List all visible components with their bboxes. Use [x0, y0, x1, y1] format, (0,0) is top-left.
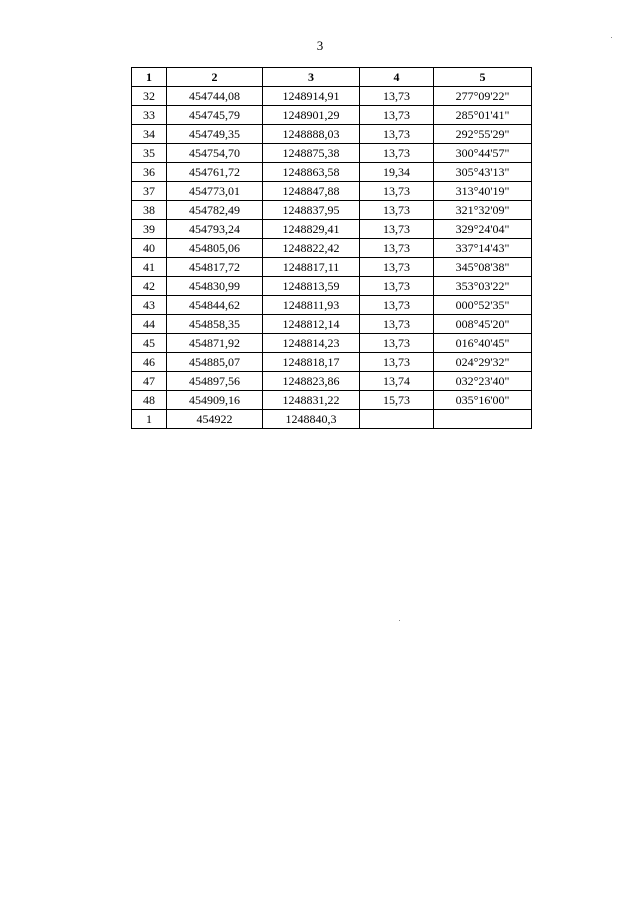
distance-cell: 13,73 — [360, 125, 434, 144]
point-number-cell: 47 — [132, 372, 167, 391]
table-row — [132, 315, 532, 334]
y-coordinate-cell: 1248875,38 — [263, 144, 360, 163]
y-coordinate-cell: 1248840,3 — [263, 410, 360, 429]
distance-cell: 19,34 — [360, 163, 434, 182]
bearing-cell: 016°40'45" — [434, 334, 532, 353]
table-row — [132, 87, 532, 106]
table-row — [132, 372, 532, 391]
distance-cell: 13,73 — [360, 106, 434, 125]
point-number-cell: 35 — [132, 144, 167, 163]
point-number-cell: 32 — [132, 87, 167, 106]
y-coordinate-cell: 1248817,11 — [263, 258, 360, 277]
distance-cell: 13,73 — [360, 353, 434, 372]
bearing-cell — [434, 410, 532, 429]
y-coordinate-cell: 1248823,86 — [263, 372, 360, 391]
bearing-cell: 285°01'41" — [434, 106, 532, 125]
y-coordinate-cell: 1248814,23 — [263, 334, 360, 353]
y-coordinate-cell: 1248888,03 — [263, 125, 360, 144]
y-coordinate-cell: 1248863,58 — [263, 163, 360, 182]
table-row — [132, 391, 532, 410]
distance-cell: 13,73 — [360, 277, 434, 296]
header-col-1: 1 — [132, 68, 167, 87]
y-coordinate-cell: 1248818,17 — [263, 353, 360, 372]
x-coordinate-cell: 454773,01 — [167, 182, 263, 201]
x-coordinate-cell: 454844,62 — [167, 296, 263, 315]
point-number-cell: 33 — [132, 106, 167, 125]
y-coordinate-cell: 1248914,91 — [263, 87, 360, 106]
bearing-cell: 300°44'57" — [434, 144, 532, 163]
bearing-cell: 032°23'40" — [434, 372, 532, 391]
y-coordinate-cell: 1248831,22 — [263, 391, 360, 410]
table-row — [132, 258, 532, 277]
y-coordinate-cell: 1248829,41 — [263, 220, 360, 239]
distance-cell: 13,73 — [360, 182, 434, 201]
x-coordinate-cell: 454754,70 — [167, 144, 263, 163]
x-coordinate-cell: 454745,79 — [167, 106, 263, 125]
bearing-cell: 277°09'22" — [434, 87, 532, 106]
bearing-cell: 353°03'22" — [434, 277, 532, 296]
y-coordinate-cell: 1248847,88 — [263, 182, 360, 201]
point-number-cell: 39 — [132, 220, 167, 239]
table-row — [132, 296, 532, 315]
table-row — [132, 106, 532, 125]
point-number-cell: 1 — [132, 410, 167, 429]
distance-cell: 13,73 — [360, 334, 434, 353]
bearing-cell: 024°29'32" — [434, 353, 532, 372]
x-coordinate-cell: 454858,35 — [167, 315, 263, 334]
table-row — [132, 201, 532, 220]
distance-cell: 13,73 — [360, 296, 434, 315]
distance-cell: 13,73 — [360, 87, 434, 106]
point-number-cell: 45 — [132, 334, 167, 353]
y-coordinate-cell: 1248822,42 — [263, 239, 360, 258]
x-coordinate-cell: 454793,24 — [167, 220, 263, 239]
distance-cell: 13,73 — [360, 144, 434, 163]
bearing-cell: 329°24'04" — [434, 220, 532, 239]
y-coordinate-cell: 1248813,59 — [263, 277, 360, 296]
distance-cell: 13,73 — [360, 220, 434, 239]
scan-speck — [399, 620, 400, 621]
bearing-cell: 035°16'00" — [434, 391, 532, 410]
header-col-3: 3 — [263, 68, 360, 87]
bearing-cell: 313°40'19" — [434, 182, 532, 201]
table-header-row — [132, 68, 532, 87]
bearing-cell: 321°32'09" — [434, 201, 532, 220]
page-number: 3 — [316, 38, 324, 53]
bearing-cell: 345°08'38" — [434, 258, 532, 277]
point-number-cell: 42 — [132, 277, 167, 296]
distance-cell: 13,73 — [360, 201, 434, 220]
table-body — [132, 87, 532, 429]
x-coordinate-cell: 454871,92 — [167, 334, 263, 353]
point-number-cell: 36 — [132, 163, 167, 182]
table-row — [132, 163, 532, 182]
bearing-cell: 337°14'43" — [434, 239, 532, 258]
point-number-cell: 38 — [132, 201, 167, 220]
point-number-cell: 44 — [132, 315, 167, 334]
point-number-cell: 48 — [132, 391, 167, 410]
table-row — [132, 144, 532, 163]
header-col-5: 5 — [434, 68, 532, 87]
header-col-2: 2 — [167, 68, 263, 87]
x-coordinate-cell: 454817,72 — [167, 258, 263, 277]
bearing-cell: 292°55'29" — [434, 125, 532, 144]
coordinates-table — [131, 67, 532, 429]
table-row — [132, 182, 532, 201]
table-row — [132, 353, 532, 372]
header-col-4: 4 — [360, 68, 434, 87]
point-number-cell: 37 — [132, 182, 167, 201]
point-number-cell: 40 — [132, 239, 167, 258]
table-row — [132, 277, 532, 296]
distance-cell: 13,74 — [360, 372, 434, 391]
y-coordinate-cell: 1248811,93 — [263, 296, 360, 315]
bearing-cell: 000°52'35" — [434, 296, 532, 315]
scan-speck — [611, 37, 612, 38]
table-row — [132, 334, 532, 353]
x-coordinate-cell: 454805,06 — [167, 239, 263, 258]
point-number-cell: 43 — [132, 296, 167, 315]
table-row — [132, 410, 532, 429]
point-number-cell: 46 — [132, 353, 167, 372]
x-coordinate-cell: 454782,49 — [167, 201, 263, 220]
table-row — [132, 220, 532, 239]
y-coordinate-cell: 1248812,14 — [263, 315, 360, 334]
point-number-cell: 41 — [132, 258, 167, 277]
distance-cell — [360, 410, 434, 429]
x-coordinate-cell: 454749,35 — [167, 125, 263, 144]
point-number-cell: 34 — [132, 125, 167, 144]
distance-cell: 13,73 — [360, 315, 434, 334]
x-coordinate-cell: 454830,99 — [167, 277, 263, 296]
bearing-cell: 008°45'20" — [434, 315, 532, 334]
x-coordinate-cell: 454922 — [167, 410, 263, 429]
table-row — [132, 125, 532, 144]
x-coordinate-cell: 454897,56 — [167, 372, 263, 391]
x-coordinate-cell: 454885,07 — [167, 353, 263, 372]
x-coordinate-cell: 454761,72 — [167, 163, 263, 182]
y-coordinate-cell: 1248837,95 — [263, 201, 360, 220]
bearing-cell: 305°43'13" — [434, 163, 532, 182]
distance-cell: 15,73 — [360, 391, 434, 410]
x-coordinate-cell: 454909,16 — [167, 391, 263, 410]
distance-cell: 13,73 — [360, 239, 434, 258]
distance-cell: 13,73 — [360, 258, 434, 277]
y-coordinate-cell: 1248901,29 — [263, 106, 360, 125]
table-row — [132, 239, 532, 258]
x-coordinate-cell: 454744,08 — [167, 87, 263, 106]
